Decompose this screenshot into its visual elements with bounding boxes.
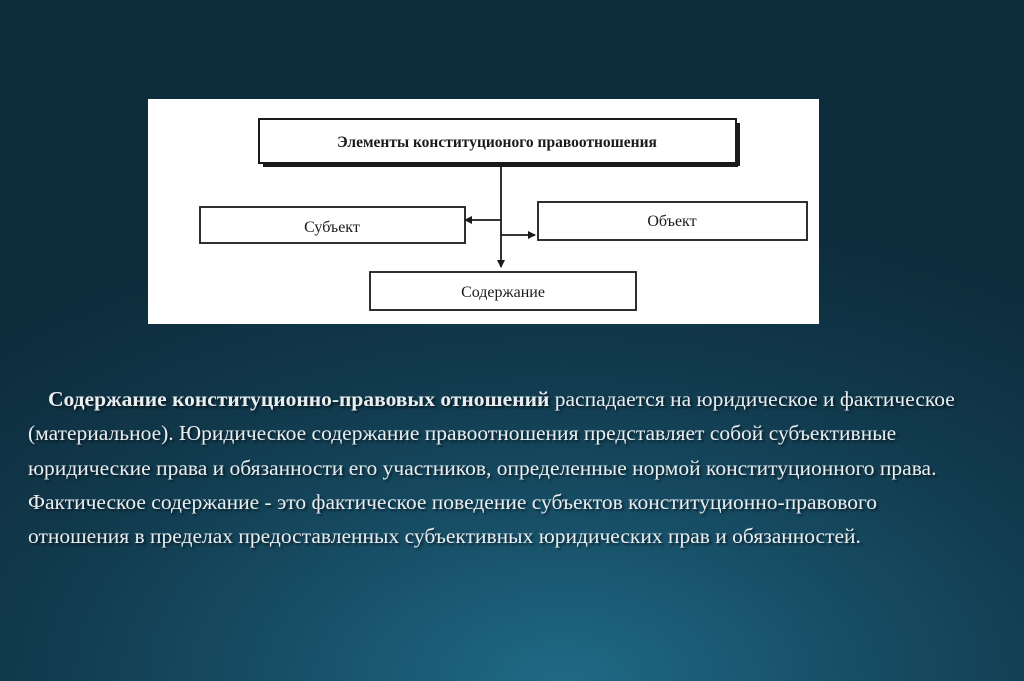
subject-node — [200, 207, 465, 243]
body-paragraph-rest: распадается на юридическое и фактическое (материальное). Юридическое содержание правоотношения представляет собой субъективные юридические права и обязанности его участников, определенные нормой конституционного права. Фактическое содержание - это фактическое поведение субъектов конституционно-правового отношения в пределах предоставленных субъективных юридических прав и обязанностей. — [28, 387, 955, 549]
object-node — [538, 202, 807, 240]
subject-node-label: Субъект — [304, 219, 360, 236]
object-node-label: Объект — [647, 213, 697, 230]
title-node-label: Элементы конституционого правоотношения — [337, 134, 657, 151]
title-node — [259, 119, 738, 166]
body-paragraph — [28, 382, 968, 553]
diagram-panel — [148, 99, 819, 324]
content-node — [370, 272, 636, 310]
content-node-label: Содержание — [461, 284, 545, 301]
structure-diagram — [148, 99, 819, 324]
body-paragraph-lead: Содержание конституционно-правовых отношений — [48, 387, 550, 411]
